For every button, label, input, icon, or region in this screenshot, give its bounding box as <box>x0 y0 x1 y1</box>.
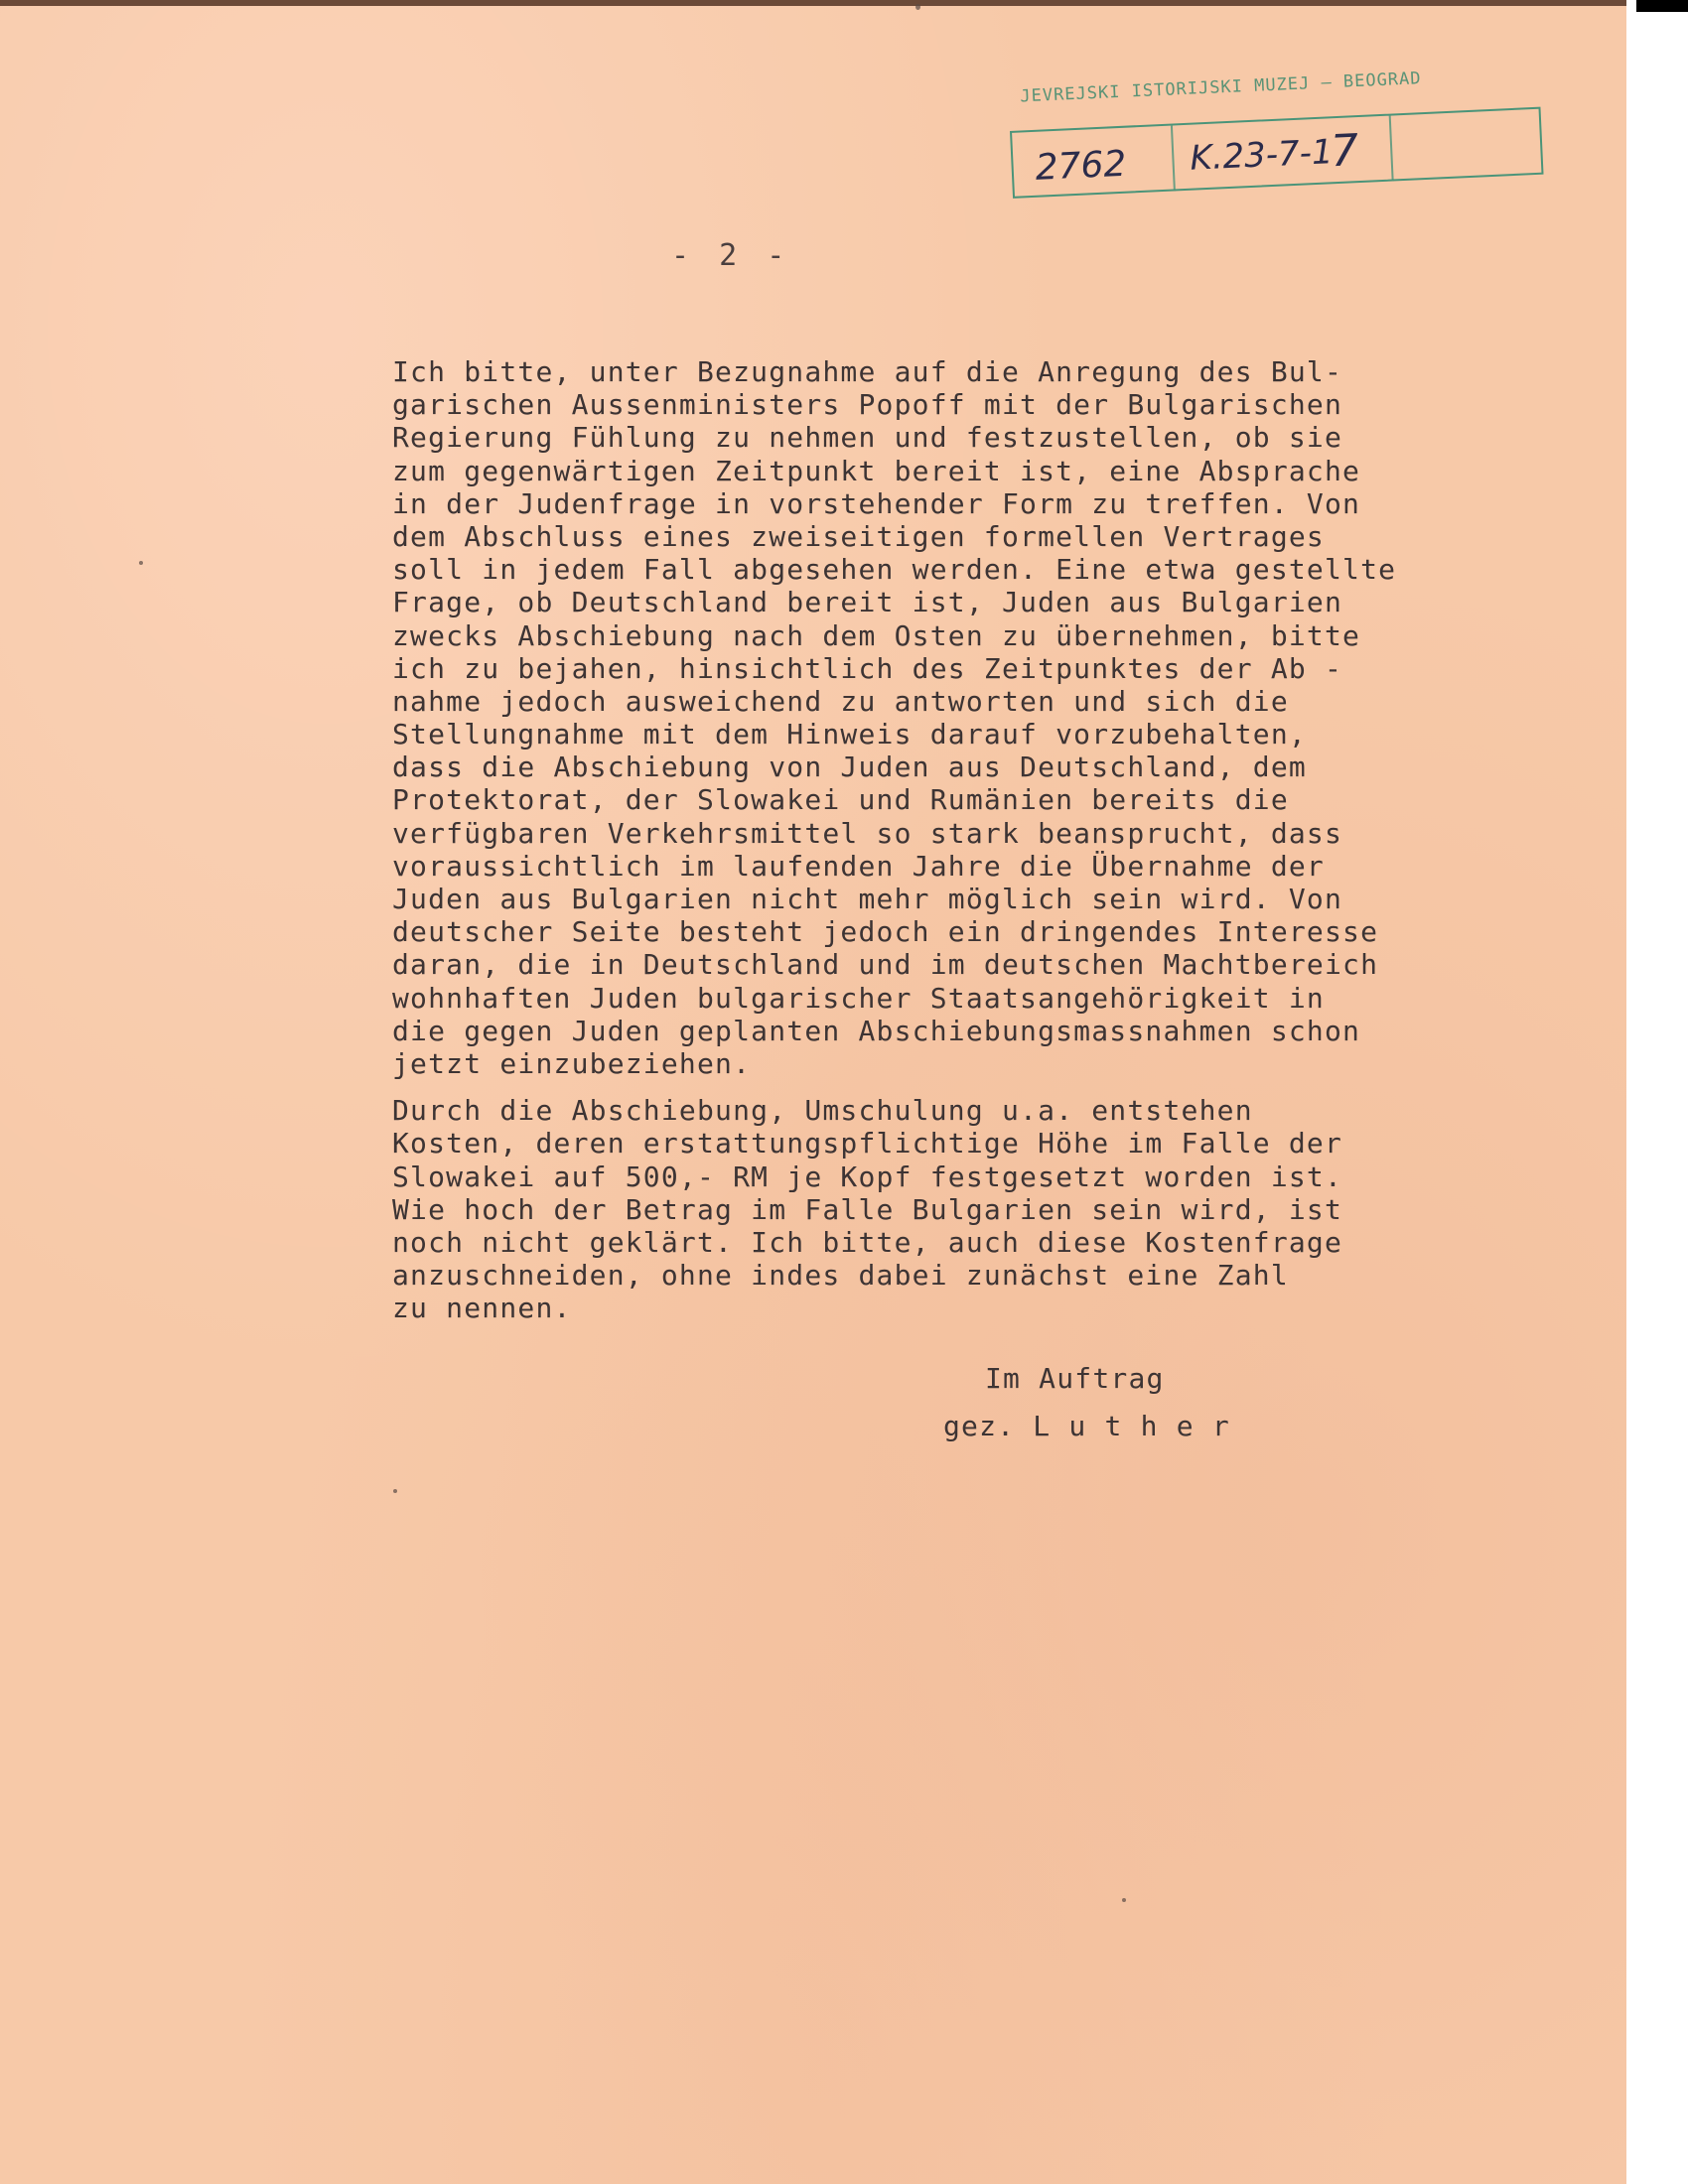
museum-archive-stamp <box>1008 64 1549 216</box>
letter-body <box>392 355 1554 1324</box>
text-line: dass die Abschiebung von Juden aus Deutschland, dem <box>392 751 1307 784</box>
paper-speck <box>915 4 920 10</box>
text-line: Stellungnahme mit dem Hinweis darauf vorzubehalten, <box>392 718 1307 751</box>
text-line: in der Judenfrage in vorstehender Form zu treffen. Von <box>392 486 1361 520</box>
text-line: Regierung Fühlung zu nehmen und festzustellen, ob sie <box>392 421 1343 455</box>
stamp-reg-number: 2762 <box>1034 143 1128 189</box>
text-line: Juden aus Bulgarien nicht mehr möglich sein wird. Von <box>392 883 1343 915</box>
closing-im-auftrag: Im Auftrag <box>985 1362 1165 1395</box>
text-line: die gegen Juden geplanten Abschiebungsmassnahmen schon <box>392 1014 1361 1047</box>
text-line: dem Abschluss eines zweiseitigen formellen Vertrages <box>392 519 1325 553</box>
text-line: noch nicht geklärt. Ich bitte, auch diese Kostenfrage <box>392 1225 1343 1259</box>
paper-speck <box>139 561 143 565</box>
text-line: verfügbaren Verkehrsmittel so stark beansprucht, dass <box>392 816 1343 850</box>
text-line: zwecks Abschiebung nach dem Osten zu übernehmen, bitte <box>392 618 1361 652</box>
paragraph-2 <box>392 1094 1554 1324</box>
paragraph-1 <box>392 355 1554 1080</box>
text-line: deutscher Seite besteht jedoch ein dringendes Interesse <box>392 915 1379 949</box>
paper-speck <box>393 1489 397 1493</box>
stamp-collection-number: K.23-7-1 <box>1189 132 1335 179</box>
text-line: jetzt einzubeziehen. <box>392 1046 752 1080</box>
stamp-title: JEVREJSKI ISTORIJSKI MUZEJ — BEOGRAD <box>1019 68 1422 107</box>
stamp-divider <box>1171 126 1176 192</box>
text-line: Slowakei auf 500,- RM je Kopf festgesetzt worden ist. <box>392 1160 1343 1193</box>
text-line: Durch die Abschiebung, Umschulung u.a. entstehen <box>392 1094 1253 1128</box>
page-top-edge <box>0 0 1626 6</box>
text-line: anzuschneiden, ohne indes dabei zunächst eine Zahl <box>392 1259 1289 1293</box>
text-line: nahme jedoch ausweichend zu antworten und sich die <box>392 684 1289 718</box>
text-line: Kosten, deren erstattungspflichtige Höhe im Falle der <box>392 1127 1343 1160</box>
page-number: - 2 - <box>671 238 791 273</box>
text-line: Wie hoch der Betrag im Falle Bulgarien sein wird, ist <box>392 1192 1343 1226</box>
text-line: soll in jedem Fall abgesehen werden. Eine etwa gestellte <box>392 553 1397 587</box>
text-line: Frage, ob Deutschland bereit ist, Juden aus Bulgarien <box>392 586 1343 619</box>
text-line: garischen Aussenministers Popoff mit der Bulgarischen <box>392 388 1343 422</box>
paper-speck <box>1122 1898 1126 1902</box>
text-line: voraussichtlich im laufenden Jahre die Übernahme der <box>392 849 1325 883</box>
closing-signature: gez. L u t h e r <box>943 1410 1230 1442</box>
text-line: Protektorat, der Slowakei und Rumänien bereits die <box>392 783 1289 817</box>
text-line: wohnhaften Juden bulgarischer Staatsangehörigkeit in <box>392 981 1325 1015</box>
stamp-divider <box>1389 116 1394 182</box>
scan-corner-mark <box>1636 0 1688 12</box>
stamp-item-number: 7 <box>1330 125 1360 178</box>
text-line: zum gegenwärtigen Zeitpunkt bereit ist, eine Absprache <box>392 454 1361 487</box>
text-line: Ich bitte, unter Bezugnahme auf die Anregung des Bul- <box>392 355 1343 388</box>
text-line: zu nennen. <box>392 1292 572 1325</box>
text-line: ich zu bejahen, hinsichtlich des Zeitpunktes der Ab - <box>392 651 1343 685</box>
stamp-box <box>1010 107 1544 199</box>
text-line: daran, die in Deutschland und im deutschen Machtbereich <box>392 948 1379 982</box>
